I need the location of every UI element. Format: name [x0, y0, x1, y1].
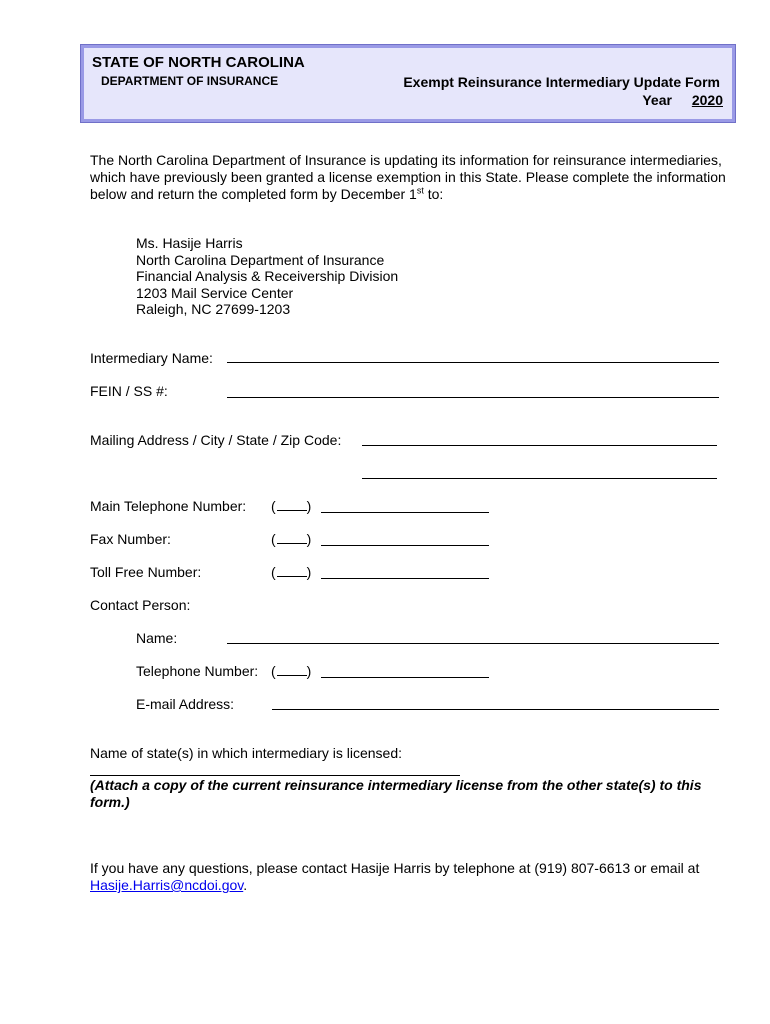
closing-paragraph — [90, 860, 740, 894]
intro-text: The North Carolina Department of Insurance is updating its information for reinsurance intermediaries, which have previously been granted a license exemption in this State. Please complete the information below and return the completed form by December 1 — [90, 152, 726, 202]
toll-free-field[interactable] — [321, 578, 489, 579]
return-address — [136, 235, 398, 318]
paren-close: ) — [306, 663, 312, 679]
address-line: North Carolina Department of Insurance — [136, 251, 385, 268]
mailing-address-label: Mailing Address / City / State / Zip Code: — [90, 432, 342, 448]
contact-name-field[interactable] — [227, 643, 719, 644]
form-title: Exempt Reinsurance Intermediary Update Form — [403, 74, 720, 90]
contact-email-field[interactable] — [272, 709, 719, 710]
state-title: STATE OF NORTH CAROLINA — [92, 54, 305, 71]
contact-phone-area-code[interactable] — [271, 663, 311, 679]
main-phone-label: Main Telephone Number: — [90, 498, 247, 514]
closing-end: . — [243, 877, 248, 893]
address-line: Raleigh, NC 27699-1203 — [136, 301, 291, 317]
area-code-blank[interactable] — [277, 531, 307, 544]
paren-close: ) — [306, 564, 312, 580]
form-year — [642, 92, 723, 108]
intermediary-name-field[interactable] — [227, 362, 719, 363]
mailing-address-field-2[interactable] — [362, 478, 717, 479]
intro-text-end: to: — [423, 186, 444, 202]
paren-open: ( — [271, 531, 276, 547]
year-value: 2020 — [691, 92, 723, 108]
paren-open: ( — [271, 564, 276, 580]
area-code-blank[interactable] — [277, 663, 307, 676]
contact-email-label: E-mail Address: — [136, 696, 235, 712]
fein-label: FEIN / SS #: — [90, 383, 168, 399]
main-phone-field[interactable] — [321, 512, 489, 513]
states-licensed-label: Name of state(s) in which intermediary is licensed: — [90, 745, 403, 761]
contact-person-label: Contact Person: — [90, 597, 191, 613]
intro-superscript: st — [416, 185, 424, 196]
paren-open: ( — [271, 498, 276, 514]
contact-phone-label: Telephone Number: — [136, 663, 259, 679]
toll-free-area-code[interactable] — [271, 564, 311, 580]
address-line: 1203 Mail Service Center — [136, 284, 294, 301]
states-licensed-field[interactable] — [90, 775, 460, 776]
area-code-blank[interactable] — [277, 498, 307, 511]
paren-close: ) — [306, 531, 312, 547]
intro-paragraph — [90, 152, 740, 203]
fein-field[interactable] — [227, 397, 719, 398]
fax-label: Fax Number: — [90, 531, 171, 547]
address-line: Financial Analysis & Receivership Division — [136, 268, 399, 284]
main-phone-area-code[interactable] — [271, 498, 311, 514]
attach-note: (Attach a copy of the current reinsurance intermediary license from the other state(s) to this form.) — [90, 777, 702, 810]
paren-close: ) — [306, 498, 312, 514]
closing-text: If you have any questions, please contact Hasije Harris by telephone at (919) 807-6613 or email at — [90, 860, 700, 876]
year-label: Year — [642, 92, 672, 108]
email-link[interactable]: Hasije.Harris@ncdoi.gov — [90, 877, 244, 893]
intermediary-name-label: Intermediary Name: — [90, 350, 213, 366]
fax-field[interactable] — [321, 545, 489, 546]
area-code-blank[interactable] — [277, 564, 307, 577]
address-line: Ms. Hasije Harris — [136, 235, 243, 251]
toll-free-label: Toll Free Number: — [90, 564, 202, 580]
mailing-address-field-1[interactable] — [362, 445, 717, 446]
paren-open: ( — [271, 663, 276, 679]
contact-name-label: Name: — [136, 630, 178, 646]
department-title: DEPARTMENT OF INSURANCE — [101, 74, 279, 88]
contact-phone-field[interactable] — [321, 677, 489, 678]
fax-area-code[interactable] — [271, 531, 311, 547]
form-header — [81, 45, 735, 122]
